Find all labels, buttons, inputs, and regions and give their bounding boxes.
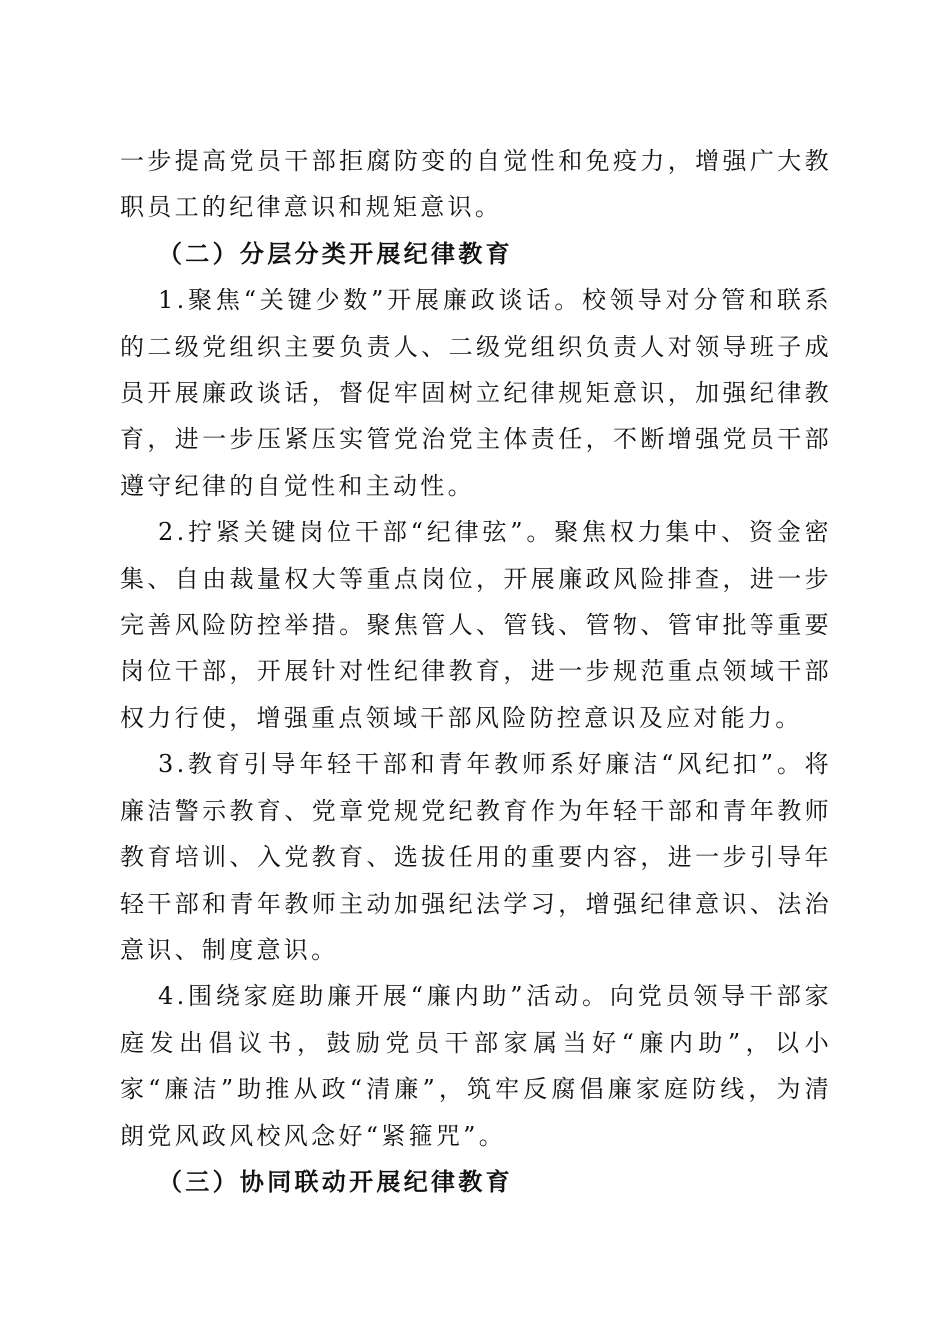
paragraph-item-4: 4.围绕家庭助廉开展“廉内助”活动。向党员领导干部家庭发出倡议书，鼓励党员干部家属当好“廉内助”，以小家“廉洁”助推从政“清廉”，筑牢反腐倡廉家庭防线，为清朗党风政风校风念好“紧箍咒”。 <box>120 982 832 1150</box>
paragraph-item-2: 2.拧紧关键岗位干部“纪律弦”。聚焦权力集中、资金密集、自由裁量权大等重点岗位，开展廉政风险排查，进一步完善风险防控举措。聚焦管人、管钱、管物、管审批等重要岗位干部，开展针对性纪律教育，进一步规范重点领域干部权力行使，增强重点领域干部风险防控意识及应对能力。 <box>120 518 832 732</box>
document-body <box>120 138 832 1205</box>
paragraph-item-3: 3.教育引导年轻干部和青年教师系好廉洁“风纪扣”。将廉洁警示教育、党章党规党纪教育作为年轻干部和青年教师教育培训、入党教育、选拔任用的重要内容，进一步引导年轻干部和青年教师主动加强纪法学习，增强纪律意识、法治意识、制度意识。 <box>120 750 832 964</box>
section-heading-2: （二）分层分类开展纪律教育 <box>158 238 513 268</box>
section-heading-3: （三）协同联动开展纪律教育 <box>158 1166 513 1196</box>
paragraph-continuation: 一步提高党员干部拒腐防变的自觉性和免疫力，增强广大教职员工的纪律意识和规矩意识。 <box>120 147 832 222</box>
paragraph-item-1: 1.聚焦“关键少数”开展廉政谈话。校领导对分管和联系的二级党组织主要负责人、二级党组织负责人对领导班子成员开展廉政谈话，督促牢固树立纪律规矩意识，加强纪律教育，进一步压紧压实管党治党主体责任，不断增强党员干部遵守纪律的自觉性和主动性。 <box>120 286 832 500</box>
